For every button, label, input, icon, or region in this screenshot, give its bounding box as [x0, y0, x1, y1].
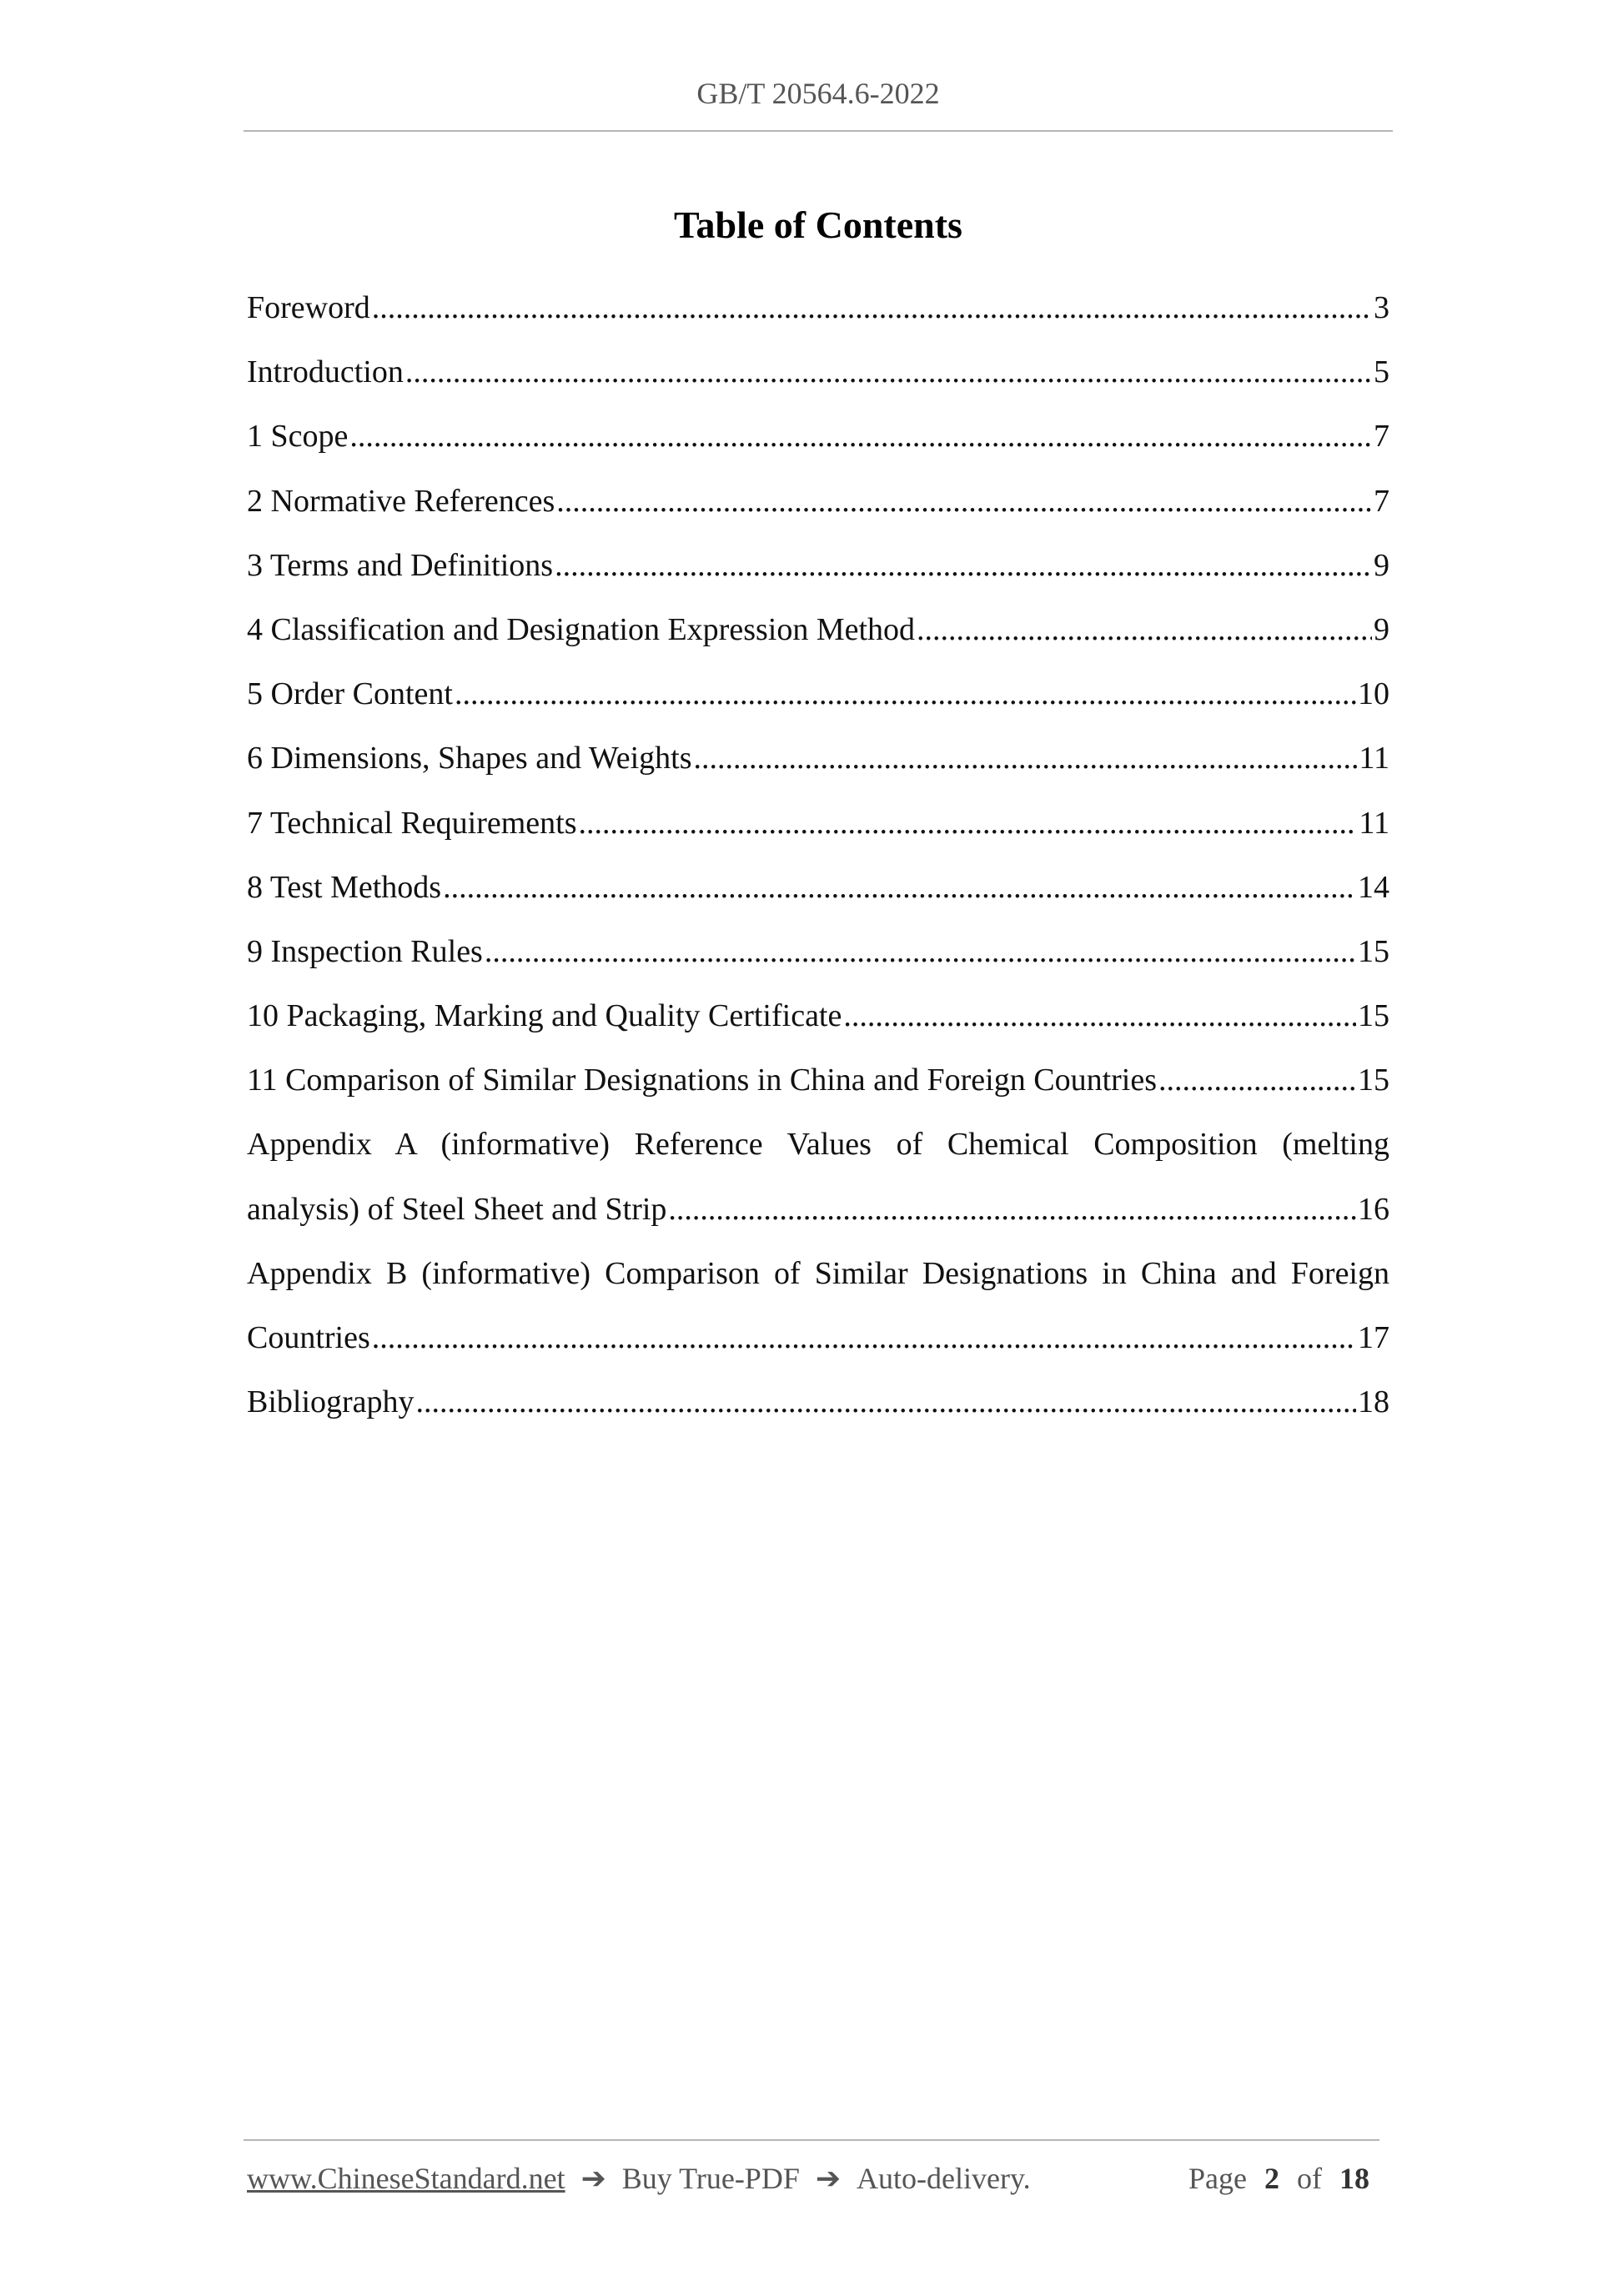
toc-entry-normative-references[interactable] — [247, 470, 1389, 534]
dot-leader — [372, 276, 1372, 340]
toc-entry-label: 11 Comparison of Similar Designations in China and Foreign Countries — [247, 1063, 1157, 1098]
toc-entry-label: 7 Technical Requirements — [247, 805, 577, 841]
toc-entry-page: 7 — [1374, 419, 1389, 455]
dot-leader — [443, 856, 1356, 920]
auto-delivery-text: Auto-delivery. — [857, 2162, 1031, 2195]
toc-entry-label: 5 Order Content — [247, 676, 453, 712]
toc-entry-comparison[interactable] — [247, 1048, 1389, 1113]
dot-leader — [917, 598, 1372, 662]
toc-entry-page: 15 — [1358, 933, 1389, 969]
of-word: of — [1297, 2162, 1322, 2195]
toc-entry-label: Introduction — [247, 354, 404, 390]
toc-entry-page: 10 — [1358, 676, 1389, 712]
toc-entry-page: 5 — [1374, 354, 1389, 390]
toc-entry-label: 1 Scope — [247, 419, 349, 455]
document-code-header: GB/T 20564.6-2022 — [696, 77, 940, 110]
toc-entry-label: 2 Normative References — [247, 483, 555, 519]
toc-entry-label: Foreword — [247, 290, 370, 325]
dot-leader — [372, 1306, 1356, 1370]
toc-entry-foreword[interactable] — [247, 276, 1389, 340]
toc-entry-label: 6 Dimensions, Shapes and Weights — [247, 741, 692, 776]
toc-entry-page: 9 — [1374, 547, 1389, 583]
toc-entry-label: 3 Terms and Definitions — [247, 547, 554, 583]
toc-entry-page: 16 — [1358, 1191, 1389, 1227]
buy-true-pdf-text: Buy True-PDF — [621, 2162, 800, 2195]
toc-entry-appendix-b-line2[interactable] — [247, 1306, 1389, 1370]
toc-entry-label: 8 Test Methods — [247, 869, 442, 905]
toc-entry-test-methods[interactable] — [247, 856, 1389, 920]
table-of-contents — [247, 276, 1389, 1434]
dot-leader — [693, 726, 1357, 791]
total-page-number: 18 — [1339, 2162, 1369, 2195]
toc-entry-page: 3 — [1374, 290, 1389, 325]
arrow-right-icon: ➔ — [815, 2162, 842, 2195]
toc-entry-bibliography[interactable] — [247, 1370, 1389, 1434]
arrow-right-icon: ➔ — [580, 2162, 606, 2195]
toc-entry-page: 15 — [1358, 998, 1389, 1034]
toc-entry-appendix-a-line2[interactable] — [247, 1178, 1389, 1242]
footer-divider — [244, 2139, 1379, 2141]
toc-entry-label: Countries — [247, 1320, 370, 1355]
page-footer — [247, 2158, 1379, 2198]
page-indicator — [1188, 2158, 1379, 2198]
toc-entry-label: Bibliography — [247, 1384, 415, 1420]
toc-title: Table of Contents — [674, 203, 962, 246]
toc-entry-page: 11 — [1359, 805, 1389, 841]
footer-promo — [247, 2158, 1031, 2198]
toc-entry-page: 9 — [1374, 611, 1389, 647]
toc-entry-page: 18 — [1358, 1384, 1389, 1420]
toc-entry-inspection-rules[interactable] — [247, 920, 1389, 984]
toc-entry-scope[interactable] — [247, 404, 1389, 469]
toc-entry-classification[interactable] — [247, 598, 1389, 662]
dot-leader — [1158, 1048, 1356, 1113]
dot-leader — [579, 791, 1358, 856]
toc-entry-appendix-a-line1[interactable]: Appendix A (informative) Reference Values of Chemical Composition (melting — [247, 1127, 1389, 1163]
toc-entry-terms-definitions[interactable] — [247, 534, 1389, 598]
toc-entry-label: analysis) of Steel Sheet and Strip — [247, 1191, 667, 1227]
dot-leader — [556, 470, 1372, 534]
toc-entry-page: 11 — [1359, 741, 1389, 776]
toc-entry-page: 7 — [1374, 483, 1389, 519]
dot-leader — [349, 404, 1372, 469]
toc-entry-introduction[interactable] — [247, 340, 1389, 404]
toc-entry-appendix-b-line1[interactable]: Appendix B (informative) Comparison of Similar Designations in China and Foreign — [247, 1255, 1389, 1291]
toc-entry-label: 10 Packaging, Marking and Quality Certificate — [247, 998, 842, 1034]
current-page-number: 2 — [1264, 2162, 1279, 2195]
toc-entry-page: 15 — [1358, 1063, 1389, 1098]
dot-leader — [485, 920, 1356, 984]
dot-leader — [416, 1370, 1356, 1434]
dot-leader — [405, 340, 1372, 404]
dot-leader — [555, 534, 1372, 598]
toc-entry-page: 17 — [1358, 1320, 1389, 1355]
dot-leader — [843, 984, 1356, 1048]
toc-entry-order-content[interactable] — [247, 662, 1389, 726]
toc-entry-label: 9 Inspection Rules — [247, 933, 483, 969]
toc-entry-dimensions[interactable] — [247, 726, 1389, 791]
toc-entry-packaging[interactable] — [247, 984, 1389, 1048]
toc-entry-technical-requirements[interactable] — [247, 791, 1389, 856]
dot-leader — [455, 662, 1356, 726]
dot-leader — [668, 1178, 1356, 1242]
site-link[interactable]: www.ChineseStandard.net — [247, 2162, 565, 2195]
toc-entry-label: 4 Classification and Designation Expression Method — [247, 611, 916, 647]
header-divider — [244, 130, 1393, 132]
page-word: Page — [1188, 2162, 1247, 2195]
toc-entry-page: 14 — [1358, 869, 1389, 905]
